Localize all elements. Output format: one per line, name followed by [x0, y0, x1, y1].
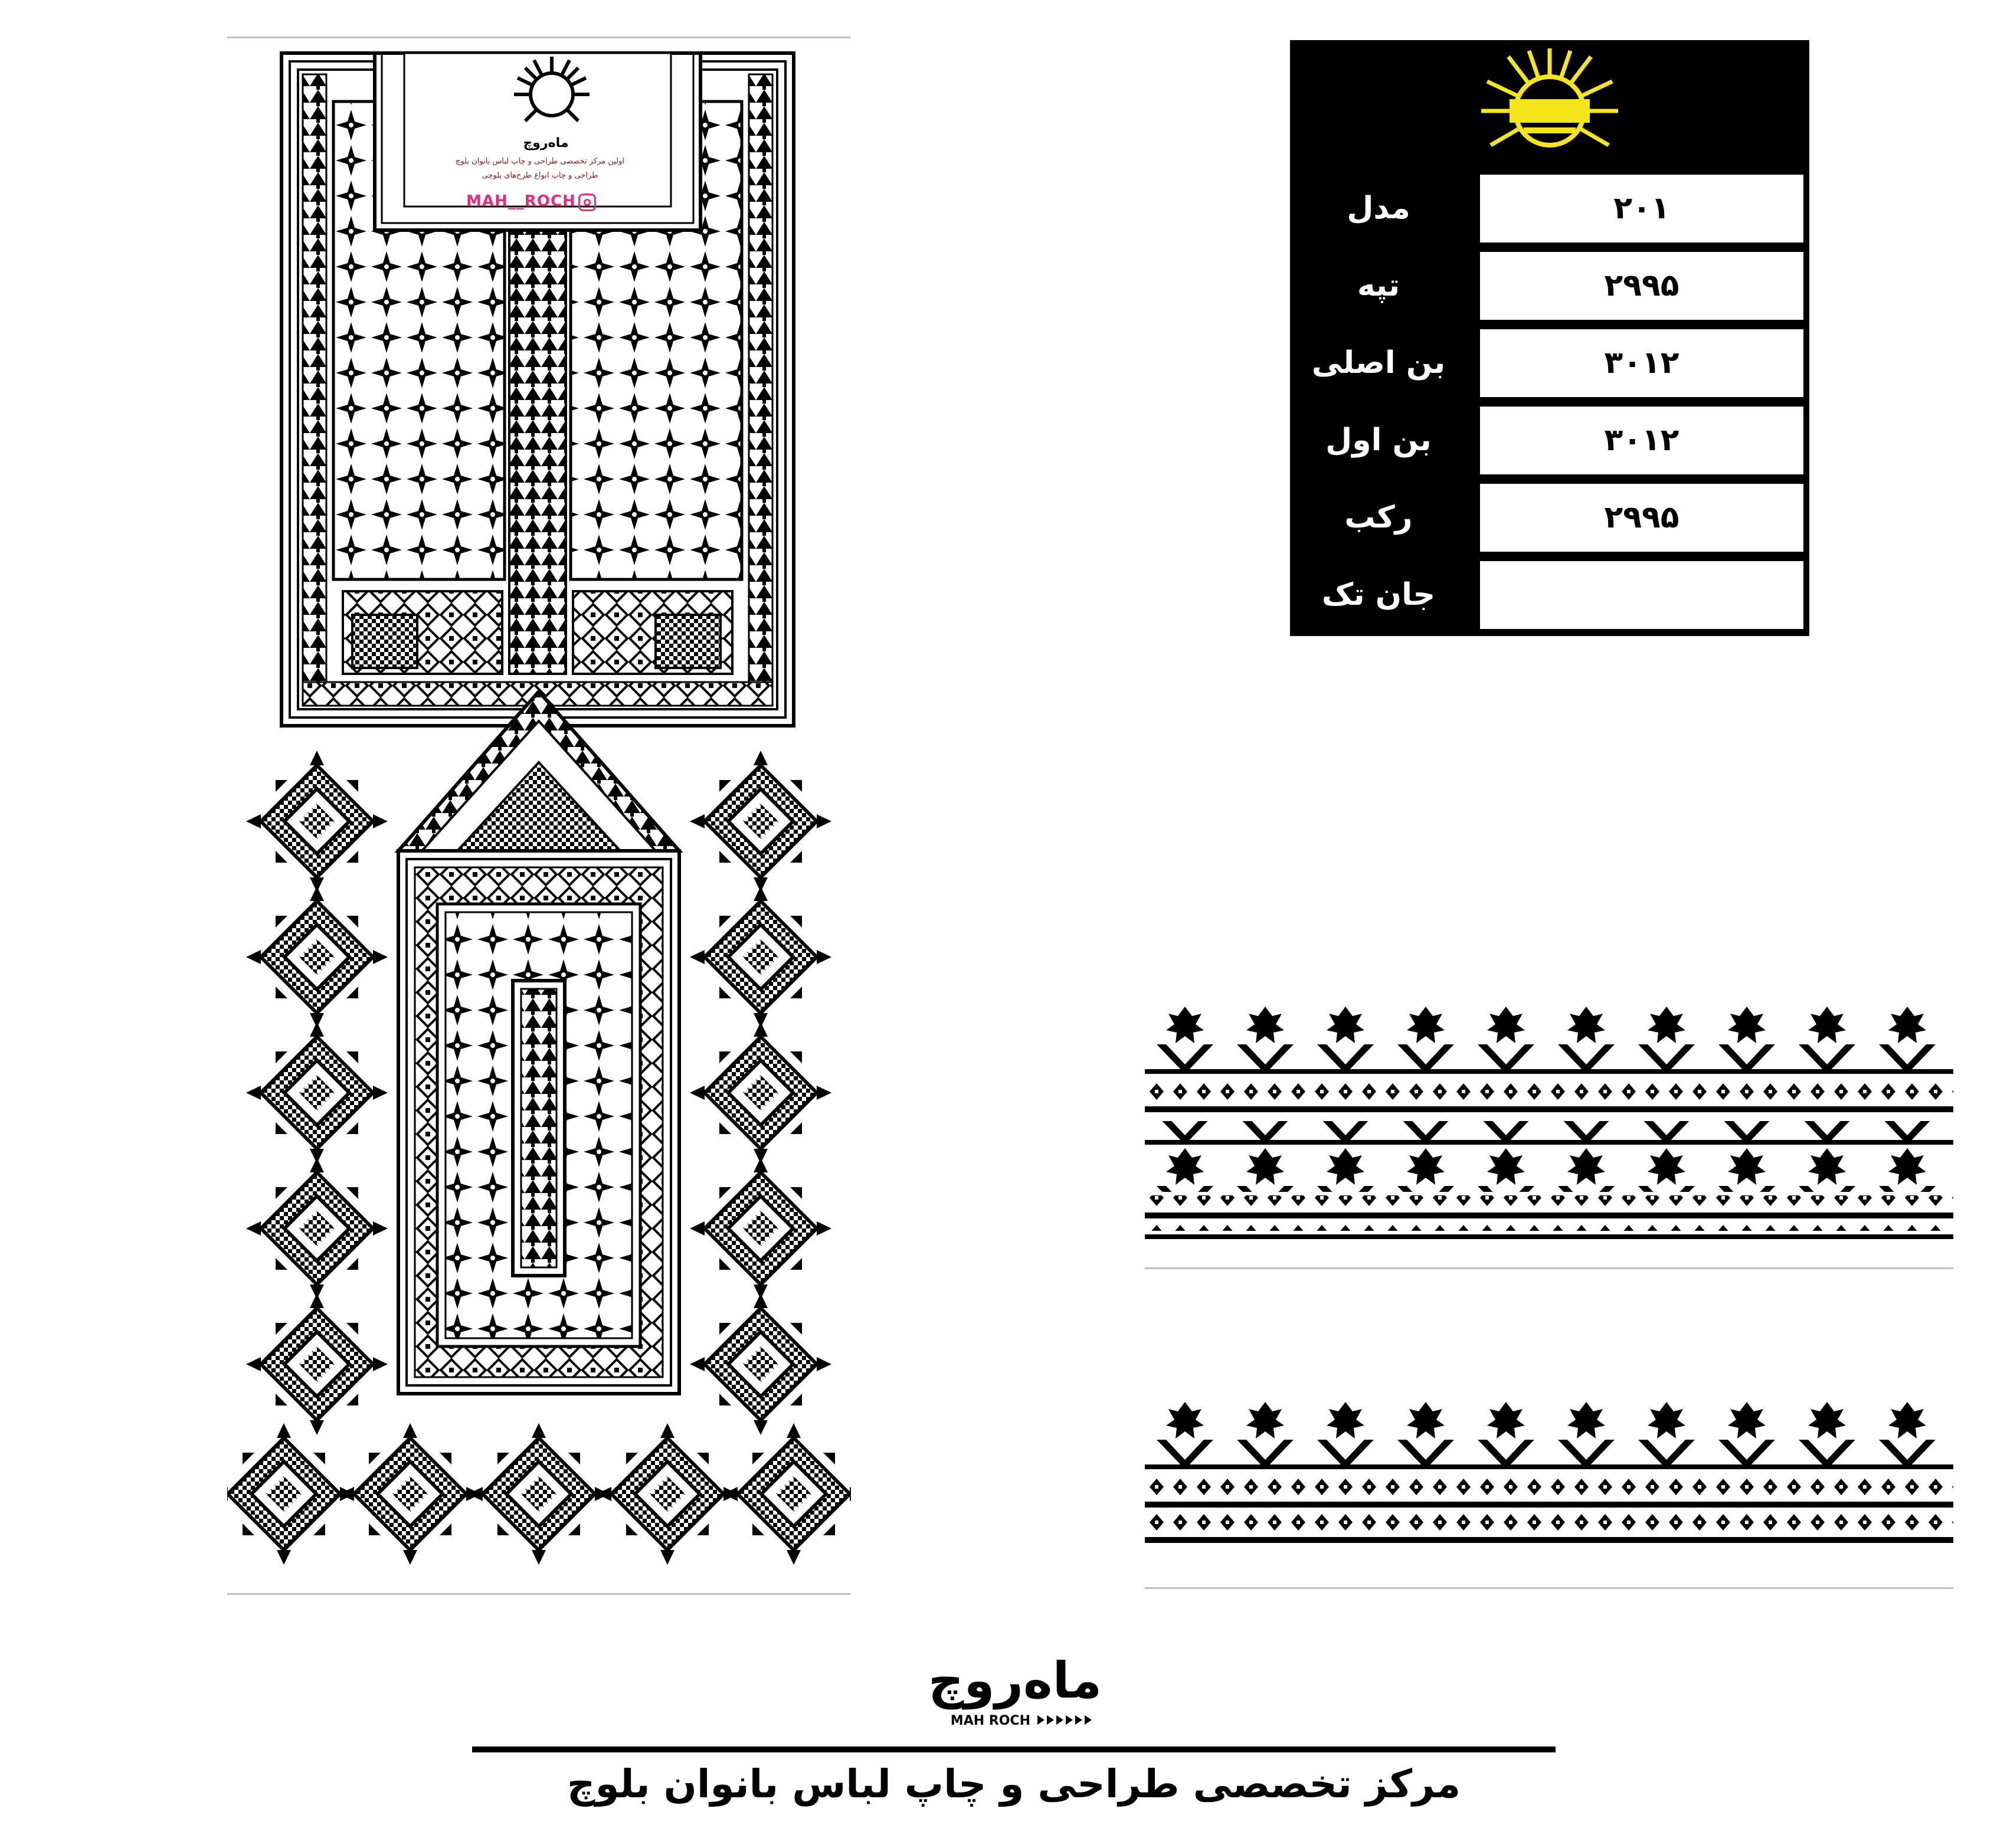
panel-bottom-rule — [227, 1593, 851, 1595]
spec-value — [1480, 561, 1803, 629]
spec-row-main-base — [1290, 325, 1809, 402]
sun-logo-icon — [1290, 40, 1809, 170]
spec-value: ۲۰۱ — [1480, 175, 1803, 243]
neck-brand-block — [431, 53, 649, 224]
spec-label: جان تک — [1321, 577, 1436, 612]
strip-bottom-rule — [1145, 1587, 1953, 1589]
instagram-icon — [578, 194, 596, 211]
footer-logo — [891, 1649, 1139, 1732]
sleeve-border-strip — [1145, 1003, 1953, 1280]
neck-tagline-2: طراحی و چاپ انواع طرح‌های بلوچی — [482, 171, 598, 180]
spec-value: ۳۰۱۲ — [1480, 329, 1803, 397]
spec-value: ۲۹۹۵ — [1480, 252, 1803, 320]
spec-value: ۳۰۱۲ — [1480, 407, 1803, 474]
footer-rule — [472, 1747, 1556, 1752]
embroidery-pattern — [227, 37, 851, 1594]
footer-logo-latin: MAH ROCH — [950, 1713, 1030, 1728]
panel-top-rule — [227, 37, 851, 38]
spec-label: مدل — [1347, 191, 1410, 226]
spec-table — [1290, 40, 1809, 636]
spec-value: ۲۹۹۵ — [1480, 484, 1803, 552]
spec-row-rekab — [1290, 479, 1809, 556]
spec-row-model — [1290, 170, 1809, 247]
embroidery-front-panel — [227, 37, 851, 1594]
neck-tagline-1: اولین مرکز تخصصی طراحی و چاپ لباس بانوان بلوچ — [456, 157, 624, 166]
instagram-badge[interactable] — [466, 191, 614, 215]
arrow-chevrons-icon — [1037, 1715, 1092, 1725]
strip-divider-rule — [1145, 1267, 1953, 1269]
neck-logo-text: ماه‌روچ — [523, 136, 569, 150]
sun-logo-icon — [510, 53, 593, 136]
footer-tagline: مرکز تخصصی طراحی و چاپ لباس بانوان بلوچ — [567, 1761, 1461, 1807]
spec-row-tapeh — [1290, 247, 1809, 325]
spec-label: تپه — [1357, 268, 1400, 303]
spec-label: رکب — [1344, 500, 1413, 535]
spec-label: بن اول — [1325, 422, 1432, 458]
spec-row-jantak — [1290, 556, 1809, 634]
spec-label: بن اصلی — [1311, 345, 1446, 381]
hem-border-strip — [1145, 1398, 1953, 1558]
footer-logo-text: ماه‌روچ — [928, 1652, 1102, 1709]
instagram-handle: MAH__ROCH — [466, 192, 576, 210]
spec-row-first-base — [1290, 402, 1809, 479]
